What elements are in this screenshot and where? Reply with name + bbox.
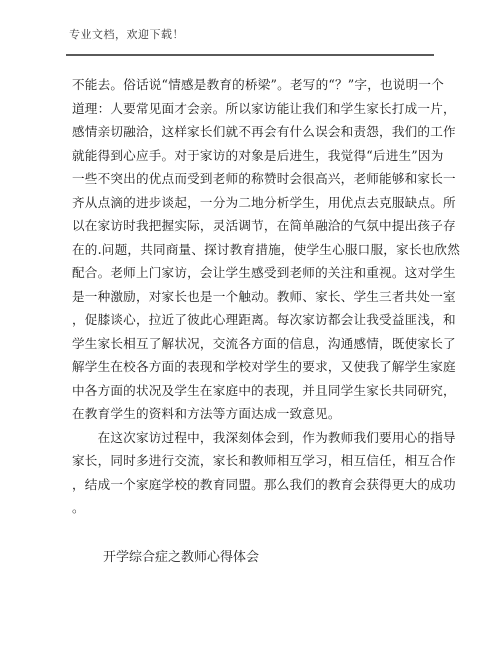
section-title: 开学综合症之教师心得体会 bbox=[103, 550, 260, 565]
paragraph-line: 以在家访时我把握实际，灵活调节，在简单融洽的气氛中提出孩子存 bbox=[72, 218, 456, 233]
paragraph-line: ，促膝谈心，拉近了彼此心理距离。每次家访都会让我受益匪浅，和 bbox=[72, 312, 456, 327]
paragraph-line: 是一种激励，对家长也是一个触动。教师、家长、学生三者共处一室 bbox=[72, 288, 456, 304]
paragraph-line: 家长，同时多进行交流，家长和教师相互学习，相互信任，相互合作 bbox=[72, 453, 456, 468]
paragraph-line: 在这次家访过程中，我深刻体会到，作为教师我们要用心的指导 bbox=[72, 429, 456, 445]
paragraph-line: 道理：人要常见面才会亲。所以家访能让我们和学生家长打成一片， bbox=[72, 100, 456, 116]
paragraph-line: 在的.问题，共同商量、探讨教育措施，使学生心服口服，家长也欣然 bbox=[72, 241, 461, 257]
paragraph-line: 在教育学生的资料和方法等方面达成一致意见。 bbox=[72, 406, 341, 421]
paragraph-line: 。 bbox=[72, 500, 85, 515]
document-body bbox=[72, 73, 461, 520]
paragraph-line: 不能去。俗话说“情感是教育的桥梁”。老写的“？”字，也说明一个 bbox=[72, 77, 444, 92]
paragraph-line: 一些不突出的优点而受到老师的称赞时会很高兴，老师能够和家长一 bbox=[72, 171, 456, 186]
paragraph-line: 感情亲切融洽，这样家长们就不再会有什么误会和责怨，我们的工作 bbox=[72, 124, 456, 139]
paragraph-line: 学生家长相互了解状况，交流各方面的信息，沟通感情，既使家长了 bbox=[72, 335, 456, 351]
paragraph-line: 齐从点滴的进步谈起，一分为二地分析学生，用优点去克服缺点。所 bbox=[72, 194, 456, 210]
paragraph-line: ，结成一个家庭学校的教育同盟。那么我们的教育会获得更大的成功 bbox=[72, 476, 456, 492]
page-header: 专业文档，欢迎下载！ bbox=[69, 28, 184, 41]
paragraph-line: 中各方面的状况及学生在家庭中的表现，并且同学生家长共同研究， bbox=[72, 382, 456, 398]
paragraph-line: 解学生在校各方面的表现和学校对学生的要求，又使我了解学生家庭 bbox=[72, 359, 456, 374]
paragraph-line: 就能得到心应手。对于家访的对象是后进生，我觉得“后进生”因为 bbox=[72, 147, 444, 163]
header-divider bbox=[66, 54, 434, 56]
paragraph-line: 配合。老师上门家访，会让学生感受到老师的关注和重视。这对学生 bbox=[72, 265, 456, 280]
